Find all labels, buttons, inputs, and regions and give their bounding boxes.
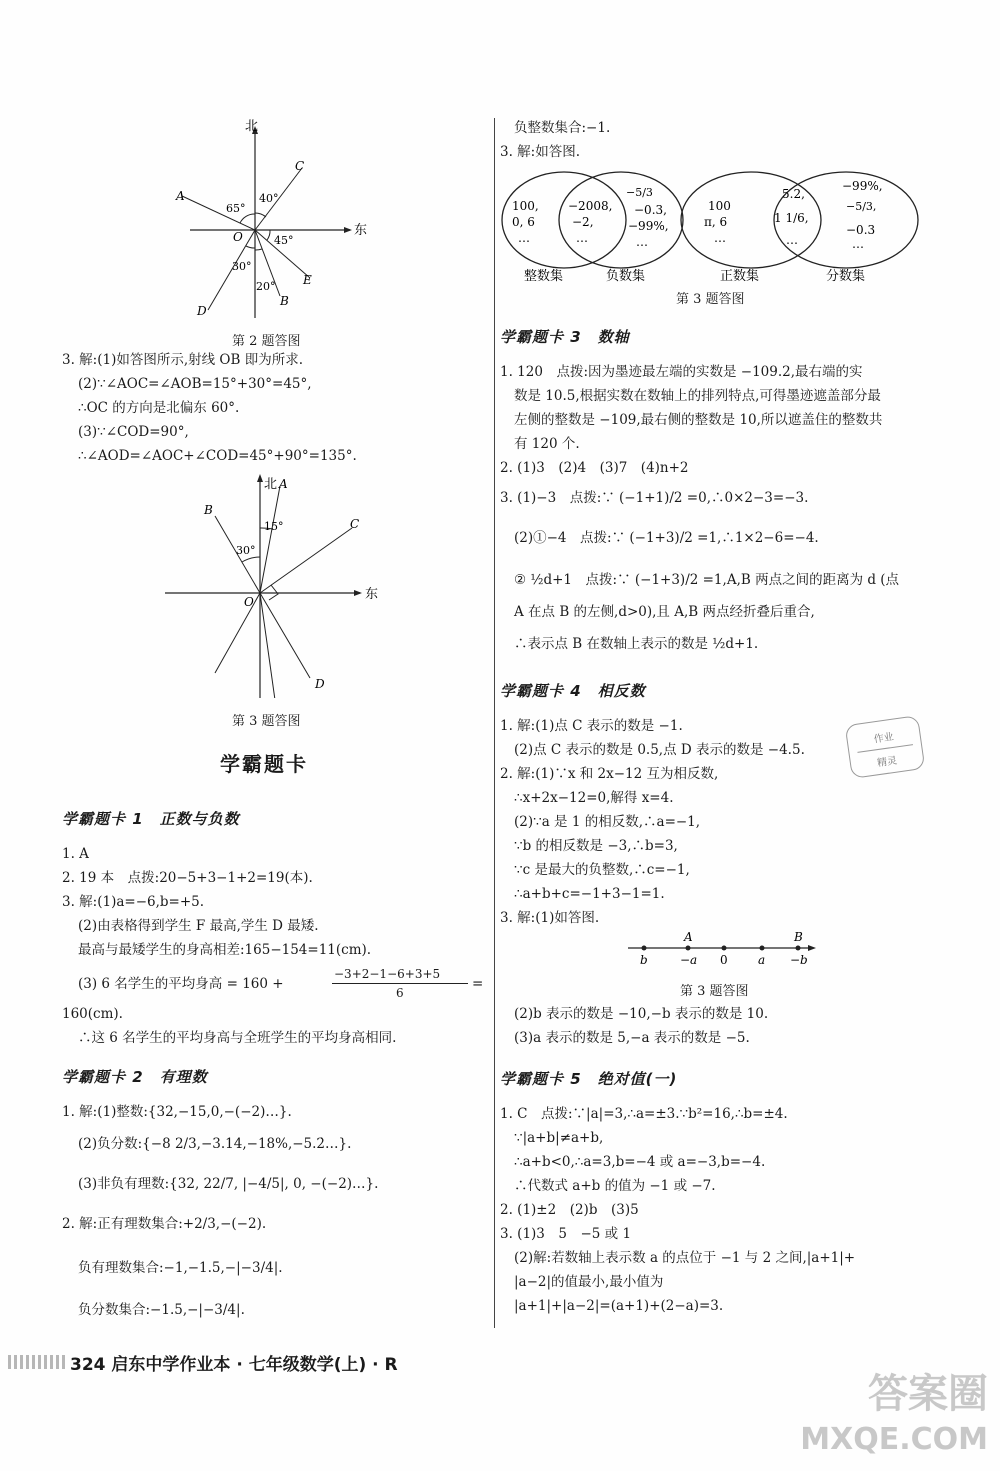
venn1-right-3: −99%, <box>628 219 669 233</box>
card3-heading: 学霸题卡 3 数轴 <box>500 328 630 346</box>
card3-line-7: (2)①−4 点拨:∵ (−1+3)/2 =1,∴1×2−6=−4. <box>514 530 819 546</box>
card5-line-2: ∵|a+b|≠a+b, <box>514 1130 604 1146</box>
card2-line-4: 2. 解:正有理数集合:+2/3,−(−2). <box>62 1216 267 1232</box>
venn1-right-1: −5/3 <box>626 186 653 199</box>
venn1-right-2: −0.3, <box>634 203 667 217</box>
card4-line-4: ∴x+2x−12=0,解得 x=4. <box>514 790 674 806</box>
stamp-text-1: 作业 <box>873 731 895 746</box>
fig2-east: 东 <box>354 223 368 238</box>
stamp-text-2: 精灵 <box>857 744 915 772</box>
card4-line-1: 1. 解:(1)点 C 表示的数是 −1. <box>500 718 683 734</box>
figure-2-compass <box>160 118 380 328</box>
q3-line-3: ∴OC 的方向是北偏东 60°. <box>78 400 240 416</box>
card1-fraction-den: 6 <box>396 986 404 1000</box>
venn1-left-3: … <box>518 231 530 245</box>
card5-line-7: (2)解:若数轴上表示数 a 的点位于 −1 与 2 之间,|a+1|+ <box>514 1250 856 1266</box>
card5-line-9: |a+1|+|a−2|=(a+1)+(2−a)=3. <box>514 1298 724 1314</box>
venn-diagram <box>496 166 936 286</box>
venn2-overlap-3: … <box>786 233 798 247</box>
venn-label-positives: 正数集 <box>720 269 760 284</box>
card4-line-5: (2)∵a 是 1 的相反数,∴a=−1, <box>514 814 701 830</box>
venn1-overlap-3: … <box>576 231 588 245</box>
nl-bottom-zero: 0 <box>720 953 728 967</box>
section-title: 学霸题卡 <box>220 752 308 776</box>
venn-label-integers: 整数集 <box>524 269 564 284</box>
card2-heading: 学霸题卡 2 有理数 <box>62 1068 208 1086</box>
venn1-overlap-2: −2, <box>572 215 594 229</box>
card3-line-8: ② ½d+1 点拨:∵ (−1+3)/2 =1,A,B 两点之间的距离为 d (点 <box>514 572 900 588</box>
fig3-north: 北 <box>264 477 278 492</box>
venn-caption: 第 3 题答图 <box>676 292 745 307</box>
card5-line-3: ∴a+b<0,∴a=3,b=−4 或 a=−3,b=−4. <box>514 1154 766 1170</box>
venn-label-negatives: 负数集 <box>606 269 646 284</box>
card4-line-7: ∵c 是最大的负整数,∴c=−1, <box>514 862 690 878</box>
q3-line-2: (2)∵∠AOC=∠AOB=15°+30°=45°, <box>78 376 312 392</box>
card2-line-6: 负分数集合:−1.5,−|−3/4|. <box>78 1302 245 1318</box>
fig3-label-b: B <box>204 503 213 517</box>
card2-line-3: (3)非负有理数:{32, 22/7, |−4/5|, 0, −(−2)…}. <box>78 1176 379 1192</box>
q3-line-1: 3. 解:(1)如答图所示,射线 OB 即为所求. <box>62 352 303 368</box>
footer-decoration <box>8 1355 66 1369</box>
card4-after-1: (2)b 表示的数是 −10,−b 表示的数是 10. <box>514 1006 769 1022</box>
fig2-label-b: B <box>280 294 289 308</box>
card3-line-1: 1. 120 点拨:因为墨迹最左端的实数是 −109.2,最右端的实 <box>500 364 863 380</box>
card1-fraction-bar <box>332 983 468 984</box>
q3-line-5: ∴∠AOD=∠AOC+∠COD=45°+90°=135°. <box>78 448 357 464</box>
card2-line-1: 1. 解:(1)整数:{32,−15,0,−(−2)…}. <box>62 1104 292 1120</box>
card1-fraction-num: −3+2−1−6+3+5 <box>334 967 441 981</box>
fig2-north: 北 <box>245 119 259 134</box>
card5-line-1: 1. C 点拨:∵|a|=3,∴a=±3.∵b²=16,∴b=±4. <box>500 1106 788 1122</box>
figure-3-compass <box>160 468 390 698</box>
card4-heading: 学霸题卡 4 相反数 <box>500 682 646 700</box>
card4-after-2: (3)a 表示的数是 5,−a 表示的数是 −5. <box>514 1030 750 1046</box>
fig2-angle-65: 65° <box>226 202 246 215</box>
card1-line-8: ∴这 6 名学生的平均身高与全班学生的平均身高相同. <box>78 1030 397 1046</box>
nl-top-b: B <box>794 930 803 944</box>
card3-line-9: A 在点 B 的左侧,d>0),且 A,B 两点经折叠后重合, <box>514 604 815 620</box>
fig2-label-d: D <box>197 304 207 318</box>
venn2-right-2: −5/3, <box>846 200 877 213</box>
right-top-line-2: 3. 解:如答图. <box>500 144 581 160</box>
fig2-angle-30: 30° <box>232 260 252 273</box>
card4-line-3: 2. 解:(1)∵x 和 2x−12 互为相反数, <box>500 766 719 782</box>
card4-line-6: ∵b 的相反数是 −3,∴b=3, <box>514 838 678 854</box>
venn2-right-4: … <box>852 237 864 251</box>
fig3-label-c: C <box>350 517 360 531</box>
card1-line-7: 160(cm). <box>62 1006 123 1022</box>
card2-line-5: 负有理数集合:−1,−1.5,−|−3/4|. <box>78 1260 283 1276</box>
numberline-caption: 第 3 题答图 <box>680 984 749 999</box>
fig2-label-o: O <box>233 230 243 244</box>
card3-line-2: 数是 10.5,根据实数在数轴上的排列特点,可得墨迹遮盖部分最 <box>514 388 881 404</box>
fig3-label-a: A <box>279 477 288 491</box>
venn1-overlap-1: −2008, <box>568 199 613 213</box>
column-divider <box>494 118 495 1328</box>
venn1-left-2: 0, 6 <box>512 215 535 229</box>
venn2-left-1: 100 <box>708 199 731 213</box>
card3-line-6: 3. (1)−3 点拨:∵ (−1+1)/2 =0,∴0×2−3=−3. <box>500 490 809 506</box>
card1-line-3: 3. 解:(1)a=−6,b=+5. <box>62 894 205 910</box>
card3-line-5: 2. (1)3 (2)4 (3)7 (4)n+2 <box>500 460 689 476</box>
card5-line-8: |a−2|的值最小,最小值为 <box>514 1274 664 1290</box>
card1-heading: 学霸题卡 1 正数与负数 <box>62 810 240 828</box>
card2-line-2: (2)负分数:{−8 2/3,−3.14,−18%,−5.2̇…}. <box>78 1136 352 1152</box>
venn2-right-3: −0.3 <box>846 223 876 237</box>
nl-bottom-a: a <box>758 953 766 967</box>
card1-line-2: 2. 19 本 点拨:20−5+3−1+2=19(本). <box>62 870 313 886</box>
watermark-text-2: MXQE.COM <box>800 1422 988 1457</box>
stamp-logo <box>845 715 926 779</box>
card5-line-5: 2. (1)±2 (2)b (3)5 <box>500 1202 639 1218</box>
venn2-left-2: π, 6 <box>704 215 728 229</box>
card1-equals: = <box>472 976 484 992</box>
fig2-label-a: A <box>176 189 185 203</box>
venn1-right-4: … <box>636 235 648 249</box>
fig2-angle-40: 40° <box>259 192 279 205</box>
venn1-left-1: 100, <box>512 199 539 213</box>
number-line <box>620 928 820 972</box>
venn2-overlap-2: 1 1/6, <box>774 211 809 225</box>
fig3-angle-15: 15° <box>264 520 284 533</box>
page-footer: 324 启东中学作业本 · 七年级数学(上) · R <box>70 1355 398 1375</box>
card3-line-3: 左侧的整数是 −109,最右侧的整数是 10,所以遮盖住的整数共 <box>514 412 883 428</box>
venn2-left-3: … <box>714 231 726 245</box>
fig3-label-o: O <box>244 595 254 609</box>
fig2-angle-45: 45° <box>274 234 294 247</box>
fig3-angle-30: 30° <box>236 544 256 557</box>
watermark-text-1: 答案圈 <box>868 1371 988 1417</box>
card1-line-6: (3) 6 名学生的平均身高 = 160 + <box>78 976 284 992</box>
card1-line-4: (2)由表格得到学生 F 最高,学生 D 最矮. <box>78 918 319 934</box>
fig2-caption: 第 2 题答图 <box>232 334 301 349</box>
fig2-label-e: E <box>303 273 312 287</box>
card5-heading: 学霸题卡 5 绝对值(一) <box>500 1070 678 1088</box>
nl-bottom-b: b <box>640 953 648 967</box>
card5-line-6: 3. (1)3 5 −5 或 1 <box>500 1226 632 1242</box>
fig2-label-c: C <box>295 159 305 173</box>
nl-bottom-neg-b: −b <box>790 953 808 967</box>
watermark-logo <box>800 1371 988 1463</box>
right-top-line-1: 负整数集合:−1. <box>514 120 611 136</box>
card3-line-10: ∴表示点 B 在数轴上表示的数是 ½d+1. <box>514 636 759 652</box>
nl-bottom-neg-a: −a <box>680 953 698 967</box>
fig2-angle-20: 20° <box>256 280 276 293</box>
card3-line-4: 有 120 个. <box>514 436 580 452</box>
card5-line-4: ∴代数式 a+b 的值为 −1 或 −7. <box>514 1178 716 1194</box>
venn2-overlap-1: 5.2, <box>782 187 805 201</box>
venn2-right-1: −99%, <box>842 179 883 193</box>
card4-line-9: 3. 解:(1)如答图. <box>500 910 600 926</box>
card4-line-8: ∴a+b+c=−1+3−1=1. <box>514 886 665 902</box>
nl-top-a: A <box>684 930 693 944</box>
card1-line-1: 1. A <box>62 846 89 862</box>
fig3-label-d: D <box>315 677 325 691</box>
card4-line-2: (2)点 C 表示的数是 0.5,点 D 表示的数是 −4.5. <box>514 742 805 758</box>
venn-label-fractions: 分数集 <box>826 269 866 284</box>
fig3-caption: 第 3 题答图 <box>232 714 301 729</box>
card1-line-5: 最高与最矮学生的身高相差:165−154=11(cm). <box>78 942 372 958</box>
q3-line-4: (3)∵∠COD=90°, <box>78 424 189 440</box>
fig3-east: 东 <box>365 587 379 602</box>
